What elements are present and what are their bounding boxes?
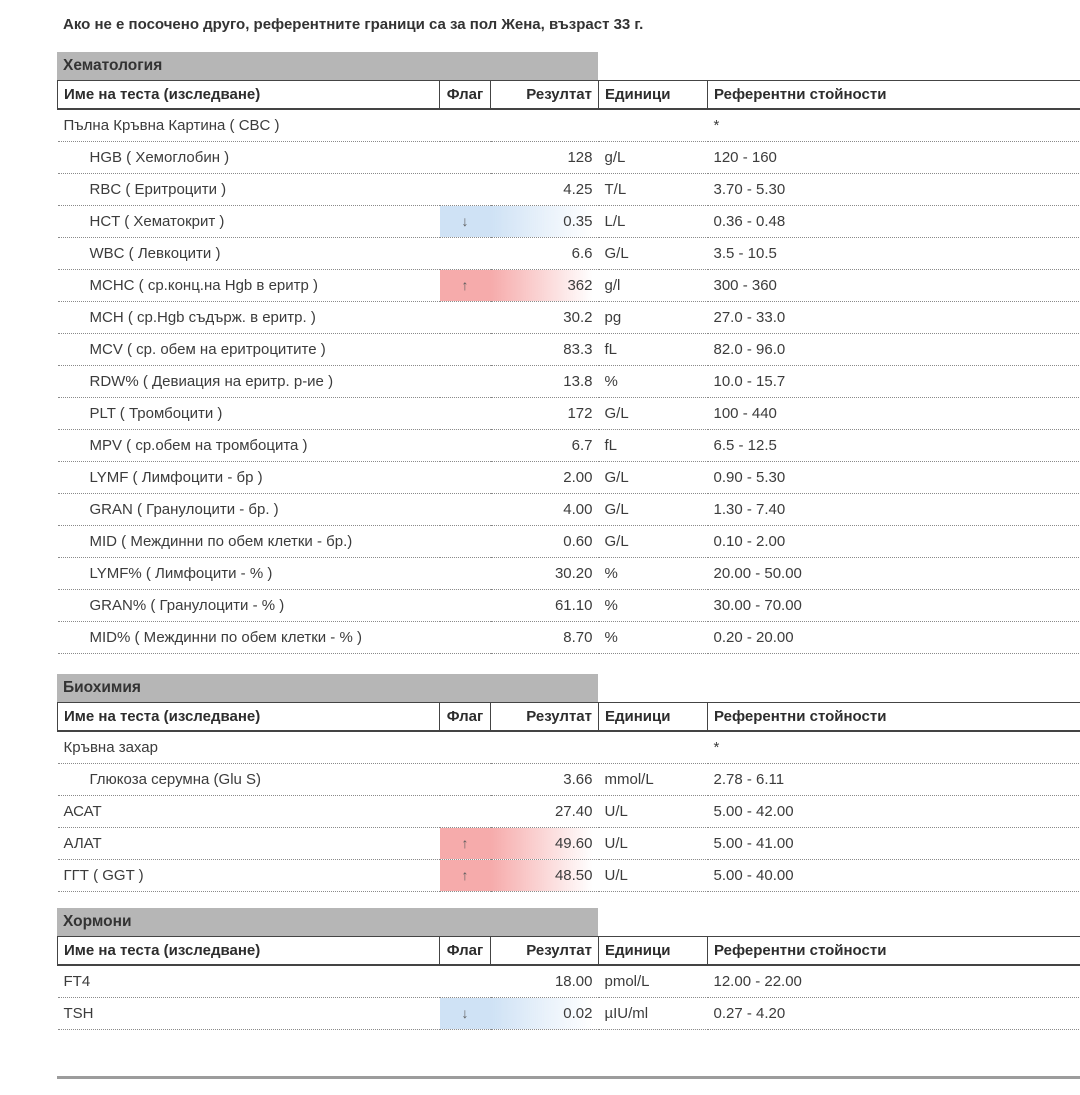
- flag-cell: [440, 206, 491, 238]
- reference-cell: 27.0 - 33.0: [708, 302, 1080, 334]
- units-cell: G/L: [599, 526, 708, 558]
- column-header-units: Единици: [599, 703, 708, 732]
- units-cell: %: [599, 590, 708, 622]
- table-row: [58, 109, 1080, 142]
- table-row: [58, 270, 1080, 302]
- reference-cell: 3.70 - 5.30: [708, 174, 1080, 206]
- column-header-flag: Флаг: [440, 937, 491, 966]
- result-cell: 0.02: [491, 998, 599, 1030]
- units-cell: [599, 109, 708, 142]
- units-cell: L/L: [599, 206, 708, 238]
- units-cell: G/L: [599, 494, 708, 526]
- units-cell: G/L: [599, 398, 708, 430]
- reference-cell: 1.30 - 7.40: [708, 494, 1080, 526]
- arrow-up-icon: ↑: [461, 277, 469, 293]
- result-cell: 27.40: [491, 796, 599, 828]
- flag-cell: [440, 334, 491, 366]
- reference-cell: 10.0 - 15.7: [708, 366, 1080, 398]
- reference-cell: 0.90 - 5.30: [708, 462, 1080, 494]
- section-title: Биохимия: [57, 674, 598, 702]
- reference-cell: *: [708, 731, 1080, 764]
- flag-cell: [440, 494, 491, 526]
- table-row: [58, 998, 1080, 1030]
- test-name-cell: MCV ( ср. обем на еритроцитите ): [58, 334, 440, 366]
- reference-cell: 300 - 360: [708, 270, 1080, 302]
- result-cell: 3.66: [491, 764, 599, 796]
- column-header-flag: Флаг: [440, 703, 491, 732]
- test-name-cell: TSH: [58, 998, 440, 1030]
- result-cell: [491, 109, 599, 142]
- results-table: [57, 936, 1080, 1030]
- result-cell: 8.70: [491, 622, 599, 654]
- test-name-cell: MCHC ( ср.конц.на Hgb в еритр ): [58, 270, 440, 302]
- result-cell: 6.6: [491, 238, 599, 270]
- flag-cell: [440, 764, 491, 796]
- flag-cell: [440, 398, 491, 430]
- table-row: [58, 965, 1080, 998]
- units-cell: %: [599, 622, 708, 654]
- bottom-divider: [57, 1076, 1080, 1079]
- table-row: [58, 558, 1080, 590]
- table-row: [58, 622, 1080, 654]
- test-name-cell: Глюкоза серумна (Glu S): [58, 764, 440, 796]
- section-title: Хематология: [57, 52, 598, 80]
- reference-cell: 0.20 - 20.00: [708, 622, 1080, 654]
- reference-cell: 120 - 160: [708, 142, 1080, 174]
- flag-cell: [440, 860, 491, 892]
- flag-cell: [440, 965, 491, 998]
- table-row: [58, 494, 1080, 526]
- test-name-cell: MID ( Междинни по обем клетки - бр.): [58, 526, 440, 558]
- flag-cell: [440, 558, 491, 590]
- result-cell: 49.60: [491, 828, 599, 860]
- flag-cell: [440, 430, 491, 462]
- flag-cell: [440, 731, 491, 764]
- reference-cell: 20.00 - 50.00: [708, 558, 1080, 590]
- flag-cell: [440, 302, 491, 334]
- table-row: [58, 526, 1080, 558]
- section-biochemistry: [57, 674, 1080, 892]
- result-cell: 83.3: [491, 334, 599, 366]
- reference-cell: 0.27 - 4.20: [708, 998, 1080, 1030]
- test-name-cell: MCH ( ср.Hgb съдърж. в еритр. ): [58, 302, 440, 334]
- flag-cell: [440, 590, 491, 622]
- flag-cell: [440, 142, 491, 174]
- test-name-cell: Кръвна захар: [58, 731, 440, 764]
- units-cell: [599, 731, 708, 764]
- arrow-down-icon: ↓: [461, 1005, 469, 1021]
- test-name-cell: АЛАТ: [58, 828, 440, 860]
- result-cell: 362: [491, 270, 599, 302]
- reference-cell: 3.5 - 10.5: [708, 238, 1080, 270]
- test-name-cell: MPV ( ср.обем на тромбоцита ): [58, 430, 440, 462]
- flag-cell: [440, 998, 491, 1030]
- test-name-cell: GRAN ( Гранулоцити - бр. ): [58, 494, 440, 526]
- reference-cell: 5.00 - 41.00: [708, 828, 1080, 860]
- units-cell: U/L: [599, 828, 708, 860]
- table-row: [58, 302, 1080, 334]
- reference-cell: 0.36 - 0.48: [708, 206, 1080, 238]
- table-header-row: [58, 703, 1080, 732]
- units-cell: G/L: [599, 238, 708, 270]
- reference-cell: 30.00 - 70.00: [708, 590, 1080, 622]
- reference-cell: 100 - 440: [708, 398, 1080, 430]
- column-header-reference: Референтни стойности: [708, 937, 1080, 966]
- table-row: [58, 764, 1080, 796]
- table-row: [58, 238, 1080, 270]
- test-name-cell: LYMF ( Лимфоцити - бр ): [58, 462, 440, 494]
- units-cell: T/L: [599, 174, 708, 206]
- column-header-reference: Референтни стойности: [708, 81, 1080, 110]
- result-cell: 2.00: [491, 462, 599, 494]
- units-cell: fL: [599, 430, 708, 462]
- section-title: Хормони: [57, 908, 598, 936]
- result-cell: 4.25: [491, 174, 599, 206]
- table-row: [58, 860, 1080, 892]
- table-row: [58, 430, 1080, 462]
- results-table: [57, 702, 1080, 892]
- units-cell: pg: [599, 302, 708, 334]
- test-name-cell: АСАТ: [58, 796, 440, 828]
- test-name-cell: FT4: [58, 965, 440, 998]
- flag-cell: [440, 238, 491, 270]
- section-hematology: [57, 52, 1080, 654]
- result-cell: 30.2: [491, 302, 599, 334]
- result-cell: 172: [491, 398, 599, 430]
- table-row: [58, 828, 1080, 860]
- result-cell: 0.60: [491, 526, 599, 558]
- table-row: [58, 334, 1080, 366]
- table-row: [58, 590, 1080, 622]
- arrow-up-icon: ↑: [461, 835, 469, 851]
- reference-cell: 5.00 - 40.00: [708, 860, 1080, 892]
- table-row: [58, 462, 1080, 494]
- flag-cell: [440, 828, 491, 860]
- test-name-cell: MID% ( Междинни по обем клетки - % ): [58, 622, 440, 654]
- lab-report: [57, 0, 1080, 1079]
- flag-cell: [440, 526, 491, 558]
- test-name-cell: RBC ( Еритроцити ): [58, 174, 440, 206]
- test-name-cell: WBC ( Левкоцити ): [58, 238, 440, 270]
- table-row: [58, 366, 1080, 398]
- units-cell: U/L: [599, 796, 708, 828]
- test-name-cell: RDW% ( Девиация на еритр. р-ие ): [58, 366, 440, 398]
- table-row: [58, 206, 1080, 238]
- results-table: [57, 80, 1080, 654]
- column-header-result: Резултат: [491, 937, 599, 966]
- column-header-result: Резултат: [491, 81, 599, 110]
- table-row: [58, 796, 1080, 828]
- flag-cell: [440, 462, 491, 494]
- arrow-down-icon: ↓: [461, 213, 469, 229]
- result-cell: 48.50: [491, 860, 599, 892]
- result-cell: 30.20: [491, 558, 599, 590]
- units-cell: U/L: [599, 860, 708, 892]
- section-hormones: [57, 908, 1080, 1030]
- column-header-result: Резултат: [491, 703, 599, 732]
- units-cell: µIU/ml: [599, 998, 708, 1030]
- column-header-test-name: Име на теста (изследване): [58, 81, 440, 110]
- reference-cell: *: [708, 109, 1080, 142]
- column-header-test-name: Име на теста (изследване): [58, 937, 440, 966]
- result-cell: 6.7: [491, 430, 599, 462]
- units-cell: %: [599, 558, 708, 590]
- test-name-cell: PLT ( Тромбоцити ): [58, 398, 440, 430]
- column-header-units: Единици: [599, 937, 708, 966]
- reference-cell: 2.78 - 6.11: [708, 764, 1080, 796]
- test-name-cell: HCT ( Хематокрит ): [58, 206, 440, 238]
- units-cell: %: [599, 366, 708, 398]
- flag-cell: [440, 270, 491, 302]
- flag-cell: [440, 109, 491, 142]
- units-cell: g/l: [599, 270, 708, 302]
- test-name-cell: HGB ( Хемоглобин ): [58, 142, 440, 174]
- table-header-row: [58, 81, 1080, 110]
- column-header-units: Единици: [599, 81, 708, 110]
- table-row: [58, 398, 1080, 430]
- table-row: [58, 174, 1080, 206]
- test-name-cell: ГГТ ( GGT ): [58, 860, 440, 892]
- result-cell: 128: [491, 142, 599, 174]
- reference-cell: 12.00 - 22.00: [708, 965, 1080, 998]
- column-header-flag: Флаг: [440, 81, 491, 110]
- flag-cell: [440, 366, 491, 398]
- arrow-up-icon: ↑: [461, 867, 469, 883]
- units-cell: g/L: [599, 142, 708, 174]
- result-cell: 4.00: [491, 494, 599, 526]
- reference-cell: 82.0 - 96.0: [708, 334, 1080, 366]
- result-cell: 61.10: [491, 590, 599, 622]
- result-cell: [491, 731, 599, 764]
- flag-cell: [440, 174, 491, 206]
- units-cell: mmol/L: [599, 764, 708, 796]
- units-cell: pmol/L: [599, 965, 708, 998]
- column-header-test-name: Име на теста (изследване): [58, 703, 440, 732]
- result-cell: 13.8: [491, 366, 599, 398]
- reference-note: Ако не е посочено друго, референтните граници са за пол Жена, възраст 33 г.: [63, 16, 644, 33]
- reference-cell: 6.5 - 12.5: [708, 430, 1080, 462]
- table-header-row: [58, 937, 1080, 966]
- result-cell: 0.35: [491, 206, 599, 238]
- flag-cell: [440, 796, 491, 828]
- units-cell: G/L: [599, 462, 708, 494]
- result-cell: 18.00: [491, 965, 599, 998]
- units-cell: fL: [599, 334, 708, 366]
- test-name-cell: GRAN% ( Гранулоцити - % ): [58, 590, 440, 622]
- reference-cell: 0.10 - 2.00: [708, 526, 1080, 558]
- table-row: [58, 142, 1080, 174]
- test-name-cell: LYMF% ( Лимфоцити - % ): [58, 558, 440, 590]
- reference-cell: 5.00 - 42.00: [708, 796, 1080, 828]
- table-row: [58, 731, 1080, 764]
- test-name-cell: Пълна Кръвна Картина ( CBC ): [58, 109, 440, 142]
- column-header-reference: Референтни стойности: [708, 703, 1080, 732]
- flag-cell: [440, 622, 491, 654]
